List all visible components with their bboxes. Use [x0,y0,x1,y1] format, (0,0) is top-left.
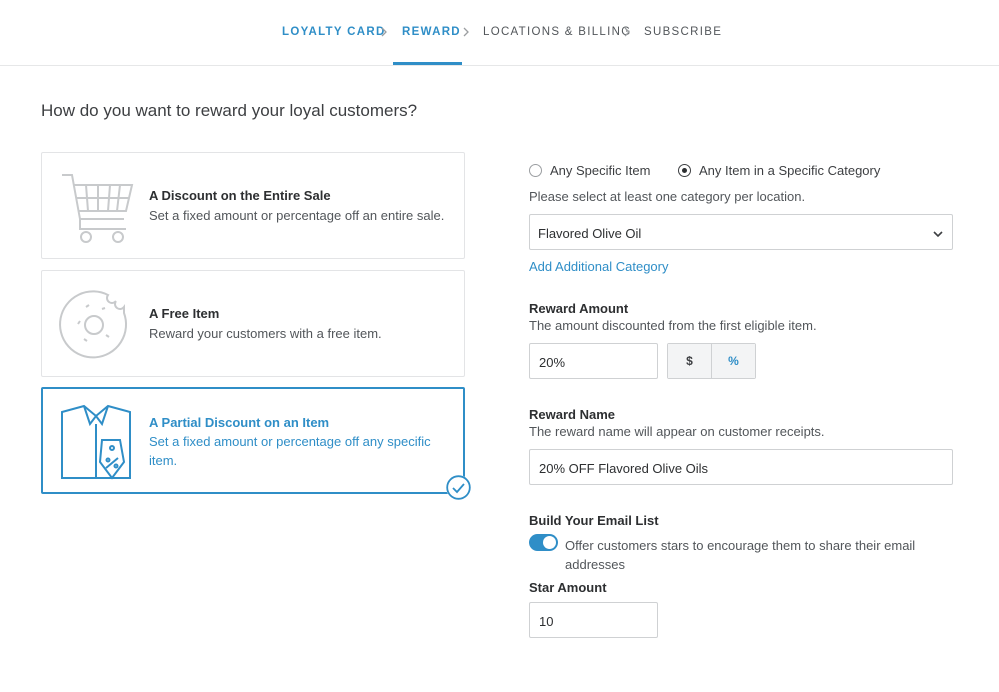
email-list-toggle-text: Offer customers stars to encourage them to share their email addresses [565,538,916,572]
step-loyalty-card[interactable]: LOYALTY CARD [282,26,386,38]
card-description: Set a fixed amount or percentage off any specific item. [149,434,431,468]
donut-icon [56,285,136,365]
card-title: A Free Item [149,306,220,321]
star-amount-label: Star Amount [529,580,607,595]
card-title: A Discount on the Entire Sale [149,188,331,203]
page-question: How do you want to reward your loyal customers? [41,101,418,120]
reward-name-hint: The reward name will appear on customer receipts. [529,424,825,439]
radio-label: Any Specific Item [550,162,651,178]
reward-type-partial-discount[interactable] [41,387,465,494]
active-step-indicator [393,62,462,65]
star-amount-value: 10 [539,614,554,629]
unit-dollar-button[interactable]: $ [668,344,712,378]
category-select-value: Flavored Olive Oil [538,226,642,241]
shopping-cart-icon [56,167,136,247]
email-list-label: Build Your Email List [529,513,659,528]
reward-name-input[interactable] [529,449,953,485]
radio-label: Any Item in a Specific Category [699,162,881,178]
reward-amount-value: 20% [539,355,566,370]
star-amount-input[interactable] [529,602,658,638]
step-reward[interactable]: REWARD [402,26,461,38]
radio-any-item-in-category[interactable] [678,161,880,179]
chevron-down-icon [932,227,944,242]
chevron-right-icon [622,25,632,39]
email-list-toggle[interactable] [529,534,558,551]
step-locations-billing[interactable]: LOCATIONS & BILLING [483,26,632,38]
reward-name-value: 20% OFF Flavored Olive Oils [539,461,709,476]
shirt-tag-icon [56,402,136,482]
reward-name-label: Reward Name [529,407,615,422]
category-select[interactable] [529,214,953,250]
reward-amount-label: Reward Amount [529,301,629,316]
unit-percent-button[interactable]: % [712,344,755,378]
checkmark-circle-icon [446,475,471,500]
amount-unit-toggle [667,343,756,379]
radio-any-specific-item[interactable] [529,161,650,179]
reward-type-free-item[interactable] [41,270,465,377]
card-description: Set a fixed amount or percentage off an entire sale. [149,208,445,223]
card-description: Reward your customers with a free item. [149,326,382,341]
category-hint: Please select at least one category per location. [529,189,806,204]
reward-amount-input[interactable] [529,343,658,379]
chevron-right-icon [461,25,471,39]
card-title: A Partial Discount on an Item [149,415,330,430]
stepper-nav [0,0,999,66]
reward-amount-hint: The amount discounted from the first eligible item. [529,318,817,333]
add-category-link[interactable]: Add Additional Category [529,259,669,274]
chevron-right-icon [379,25,389,39]
reward-type-entire-sale[interactable] [41,152,465,259]
step-subscribe[interactable]: SUBSCRIBE [644,26,723,38]
radio-circle-selected[interactable] [678,164,691,177]
radio-circle[interactable] [529,164,542,177]
